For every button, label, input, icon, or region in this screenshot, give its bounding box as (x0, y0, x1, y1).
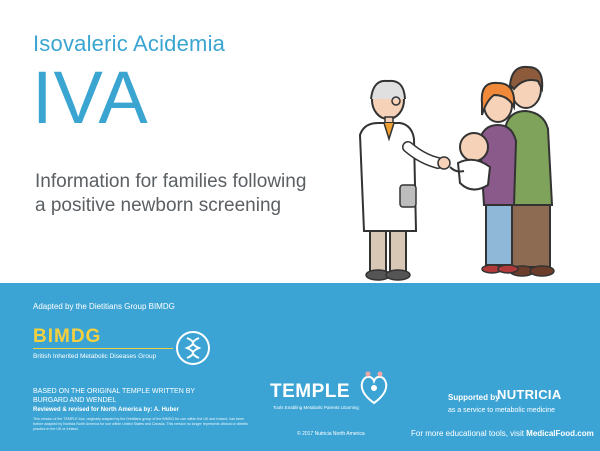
info-heading (35, 170, 355, 218)
bimdg-logo-text: BIMDG (33, 326, 102, 347)
medicalfood-link[interactable]: MedicalFood.com (526, 429, 594, 438)
family-heart-icon (358, 371, 390, 405)
bimdg-full-name: British Inherited Metabolic Diseases Group (33, 353, 157, 360)
doctor-with-family-illustration (338, 55, 573, 283)
adapted-by-text: Adapted by the Dietitians Group BIMDG (33, 302, 175, 311)
more-tools-text (411, 429, 594, 438)
temple-logo-text: TEMPLE (270, 381, 351, 402)
doctor-figure (360, 81, 450, 280)
disease-acronym: IVA (32, 56, 149, 139)
disease-name: Isovaleric Acidemia (33, 31, 226, 56)
copyright-text: © 2017 Nutricia North America (297, 431, 365, 437)
based-line-1: BASED ON THE ORIGINAL TEMPLE WRITTEN BY (33, 388, 196, 395)
more-tools-prefix: For more educational tools, visit (411, 429, 527, 438)
dna-icon (176, 331, 210, 365)
based-line-2: BURGARD AND WENDEL (33, 397, 117, 404)
disclaimer-text: This version of the TEMPLE tool, originally adapted by the Dietitians group of the BIMDG for use within the UK and Ireland, has been further adapted by Nutricia North America for use within United States and Canada. This version no longer represents clinical or dietetic practice in the UK or Ireland. (33, 417, 249, 431)
footer-band (0, 283, 600, 451)
bimdg-divider (33, 348, 173, 349)
info-line-2: a positive newborn screening (35, 195, 282, 216)
info-line-1: Information for families following (35, 171, 307, 192)
reviewed-by-text: Reviewed & revised for North America by: A. Huber (33, 407, 179, 413)
supported-by-text: Supported by (448, 393, 500, 402)
temple-logo-block (270, 371, 400, 411)
service-text: as a service to metabolic medicine (448, 407, 555, 414)
nutricia-logo: NUTRICIA (497, 387, 562, 402)
temple-tagline: Tools Enabling Metabolic Parents LEarning (273, 405, 359, 410)
based-on-text (33, 387, 233, 405)
